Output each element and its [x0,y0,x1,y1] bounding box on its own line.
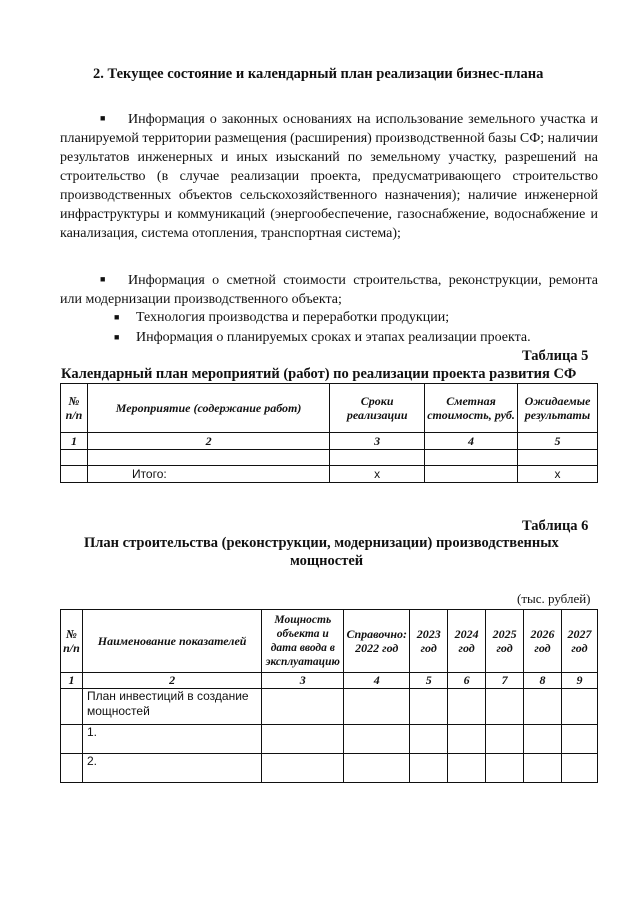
table-cell [61,450,88,466]
table6-col-number: 1 [61,673,83,689]
bullet-paragraph-2 [60,270,598,309]
bullet-item-3 [114,308,450,327]
table-cell [448,754,486,783]
table5-col-number: 2 [87,433,329,450]
bullet-text-1: Информация о законных основаниях на использование земельного участка и планируемой территории размещения (расширения) производственной базы СФ; наличии результатов инженерных и иных изысканий по земельному участку, разрешений на строительство (в случае реализации проекта, предусматривающего строительство производственных объектов сельскохозяйственного назначения); наличие инженерной инфраструктуры и коммуникаций (энергообеспечение, газоснабжение, водоснабжение и канализация, система отопления, транспортная система); [60,112,599,241]
bullet-text-3: Технология производства и переработки продукции; [136,310,450,325]
table-cell [410,725,448,754]
table5-total-x: x [517,466,597,483]
table6-header: 2026 год [524,610,562,673]
table-cell [61,754,83,783]
table-cell [486,754,524,783]
table-cell [448,725,486,754]
table6-label: Таблица 6 [522,518,589,534]
table6-col-number: 2 [82,673,261,689]
table5-col-number: 5 [517,433,597,450]
table6-row-label: 2. [82,754,261,783]
bullet-icon: ■ [100,113,106,123]
table-cell [524,754,562,783]
table6-header: 2027 год [562,610,598,673]
table-row [61,725,598,754]
table-cell [562,754,598,783]
table6-header: № п/п [61,610,83,673]
bullet-icon: ■ [114,332,120,342]
table5-col-number: 3 [330,433,425,450]
table6 [60,609,598,783]
bullet-item-4 [114,328,531,347]
table6-col-number: 9 [562,673,598,689]
table6-col-number: 8 [524,673,562,689]
table6-header: 2024 год [448,610,486,673]
table6-units: (тыс. рублей) [517,591,591,606]
table-cell [410,754,448,783]
table-cell [562,689,598,725]
table5 [60,383,598,483]
table-cell [87,450,329,466]
table-cell [330,450,425,466]
table6-row-label: План инвестиций в создание мощностей [82,689,261,725]
table6-header: Мощность объекта и дата ввода в эксплуатацию [262,610,344,673]
table5-total-x: x [330,466,425,483]
table5-total-label: Итого: [87,466,329,483]
table5-col-number: 1 [61,433,88,450]
table-cell [524,689,562,725]
table6-col-number: 4 [344,673,410,689]
table-cell [517,450,597,466]
bullet-text-2: Информация о сметной стоимости строительства, реконструкции, ремонта или модернизации производственного объекта; [60,273,598,307]
table-cell [61,466,88,483]
table-cell [344,754,410,783]
section-title: 2. Текущее состояние и календарный план реализации бизнес-плана [93,66,544,82]
table5-header: № п/п [61,384,88,433]
table6-title-line1: План строительства (реконструкции, модернизации) производственных [84,535,559,551]
table-cell [486,725,524,754]
table-cell [344,689,410,725]
table-cell [61,725,83,754]
table6-col-number: 5 [410,673,448,689]
table6-header: 2025 год [486,610,524,673]
table-cell [262,689,344,725]
table5-header: Сроки реализации [330,384,425,433]
table-row [61,689,598,725]
table6-header: 2023 год [410,610,448,673]
table5-col-number: 4 [425,433,518,450]
table-cell [524,725,562,754]
table-cell [262,725,344,754]
table-cell [425,466,518,483]
table-row [61,450,598,466]
table-cell [486,689,524,725]
table-cell [61,689,83,725]
table6-col-number: 3 [262,673,344,689]
table6-title-line2: мощностей [290,553,364,569]
table6-col-number: 7 [486,673,524,689]
table-cell [425,450,518,466]
table-cell [448,689,486,725]
bullet-text-4: Информация о планируемых сроках и этапах реализации проекта. [136,330,531,345]
table6-header: Наименование показателей [82,610,261,673]
table-row [61,754,598,783]
table-cell [344,725,410,754]
table5-header: Ожидаемые результаты [517,384,597,433]
bullet-paragraph-1 [60,109,598,243]
table-cell [262,754,344,783]
table6-header: Справочно: 2022 год [344,610,410,673]
table5-total-row [61,466,598,483]
table6-row-label: 1. [82,725,261,754]
table-cell [562,725,598,754]
table5-label: Таблица 5 [522,348,589,364]
table5-title: Календарный план мероприятий (работ) по реализации проекта развития СФ [61,366,577,382]
table5-header: Мероприятие (содержание работ) [87,384,329,433]
table6-col-number: 6 [448,673,486,689]
bullet-icon: ■ [114,312,120,322]
table-cell [410,689,448,725]
table5-header: Сметная стоимость, руб. [425,384,518,433]
bullet-icon: ■ [100,274,106,284]
